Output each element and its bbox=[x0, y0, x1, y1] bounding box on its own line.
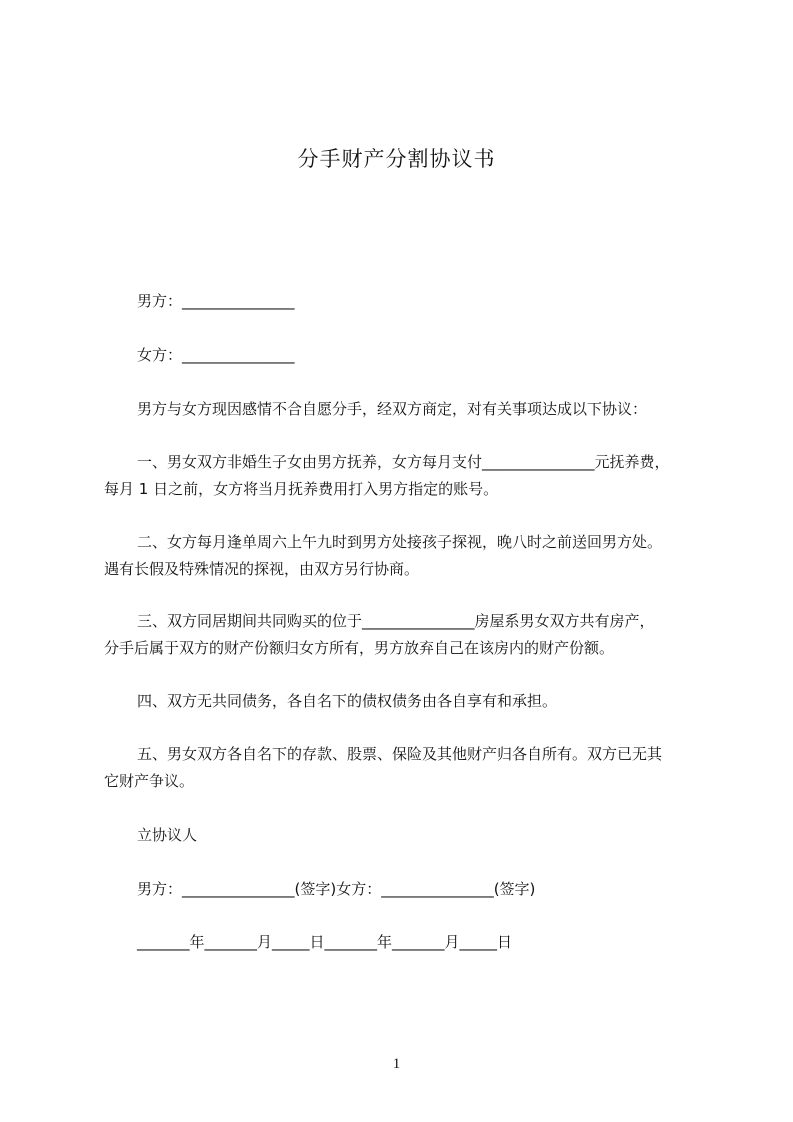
clause-5-line-1: 五、男女双方各自名下的存款、股票、保险及其他财产归各自所有。双方已无其 bbox=[137, 745, 663, 763]
page-number: 1 bbox=[392, 1056, 401, 1072]
date-line: _______年_______月_____日_______年_______月_____日 bbox=[137, 933, 513, 951]
clause-3-line-2: 分手后属于双方的财产份额归女方所有，男方放弃自己在该房内的财产份额。 bbox=[104, 639, 615, 657]
clause-3-line-1: 三、双方同居期间共同购买的位于_______________房屋系男女双方共有房产， bbox=[137, 612, 655, 630]
signature-line: 男方：_______________(签字)女方：_______________(签字) bbox=[137, 880, 536, 898]
clause-1-line-1: 一、男女双方非婚生子女由男方抚养，女方每月支付_______________元抚养费， bbox=[137, 453, 670, 471]
signatories-label: 立协议人 bbox=[137, 826, 198, 844]
female-party-line: 女方：_______________ bbox=[137, 346, 295, 364]
clause-5-line-2: 它财产争议。 bbox=[104, 772, 195, 790]
document-title: 分手财产分割协议书 bbox=[297, 147, 496, 171]
male-party-line: 男方：_______________ bbox=[137, 292, 295, 310]
clause-2-line-2: 遇有长假及特殊情况的探视，由双方另行协商。 bbox=[104, 560, 420, 578]
clause-4-line-1: 四、双方无共同债务，各自名下的债权债务由各自享有和承担。 bbox=[137, 692, 558, 710]
intro-paragraph: 男方与女方现因感情不合自愿分手，经双方商定，对有关事项达成以下协议： bbox=[137, 400, 648, 418]
clause-2-line-1: 二、女方每月逢单周六上午九时到男方处接孩子探视，晚八时之前送回男方处。 bbox=[137, 533, 663, 551]
clause-1-line-2: 每月 1 日之前，女方将当月抚养费用打入男方指定的账号。 bbox=[104, 480, 499, 498]
